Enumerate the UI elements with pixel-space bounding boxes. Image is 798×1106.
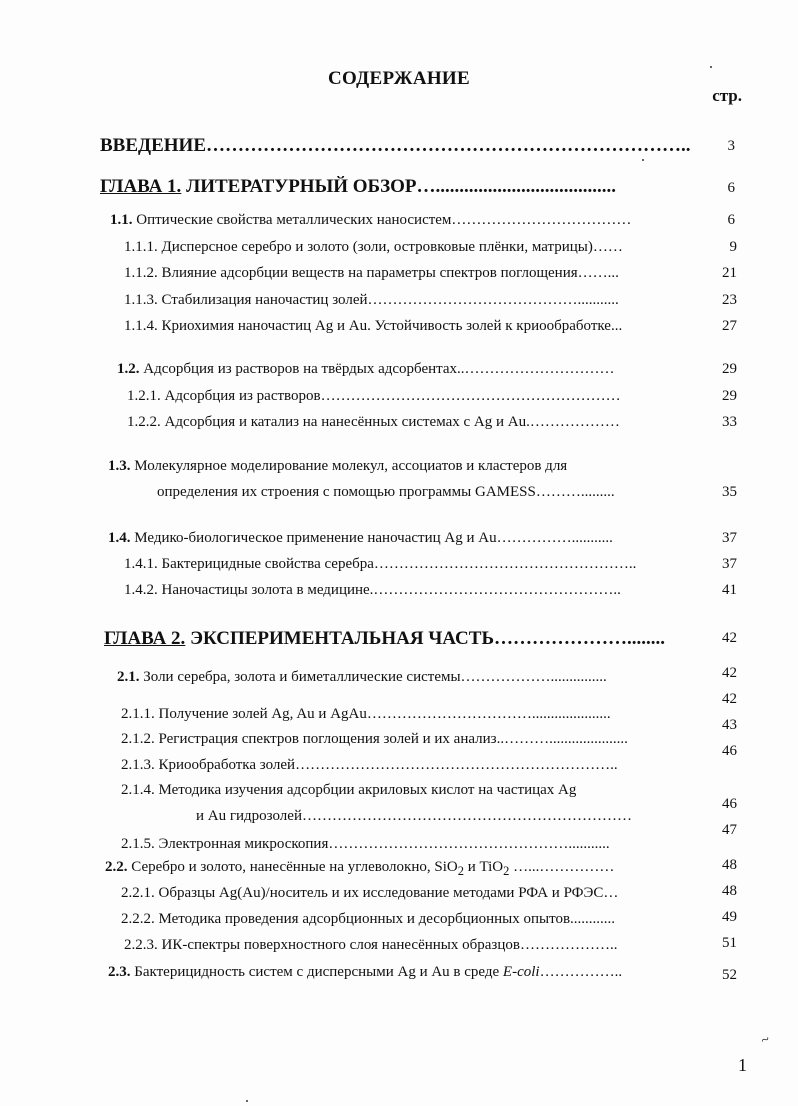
chapter-title: ЛИТЕРАТУРНЫЙ ОБЗОР…...................................... [181, 176, 617, 197]
toc-page: 49 [722, 909, 737, 925]
toc-page: 46 [722, 743, 737, 759]
toc-page: 46 [722, 796, 737, 812]
toc-text: 2.1.4. Методика изучения адсорбции акриловых кислот на частицах Ag [121, 782, 577, 798]
toc-page: 21 [722, 265, 737, 281]
toc-page: 35 [722, 484, 737, 500]
toc-text-continued: определения их строения с помощью программы GAMESS………......... [157, 484, 615, 500]
toc-page: 51 [722, 935, 737, 951]
section-title: Бактерицидность систем с дисперсными Ag и Au в среде [130, 964, 503, 980]
toc-page: 9 [729, 239, 737, 255]
toc-page: 52 [722, 967, 737, 983]
section-number: 1.2. [117, 361, 140, 377]
section-title-tail: …...…………… [509, 859, 615, 875]
toc-text: 2.2.2. Методика проведения адсорбционных и десорбционных опытов............ [121, 911, 616, 927]
toc-page: 33 [722, 414, 737, 430]
toc-page: 3 [727, 138, 735, 154]
toc-text: 1.1.4. Криохимия наночастиц Ag и Au. Устойчивость золей к криообработке... [124, 318, 623, 334]
toc-text: 1.4.1. Бактерицидные свойства серебра…………………………………………….. [124, 556, 637, 572]
section-title-italic: E-coli [502, 964, 540, 980]
toc-page: 6 [727, 180, 735, 196]
section-number: 1.1. [110, 212, 133, 228]
toc-page: 48 [722, 857, 737, 873]
toc-page: 29 [722, 361, 737, 377]
toc-page: 48 [722, 883, 737, 899]
toc-page: 42 [722, 691, 737, 707]
subscript: 2 [503, 864, 510, 878]
toc-text: 2.1.5. Электронная микроскопия…………………………………………........... [121, 836, 610, 852]
toc-text: 2.1.1. Получение золей Ag, Au и AgAu……………………………..................... [121, 706, 611, 722]
chapter-number: ГЛАВА 1. [100, 176, 182, 197]
section-title: Адсорбция из растворов на твёрдых адсорбентах..………………………… [139, 361, 615, 377]
section-number: 2.3. [108, 964, 131, 980]
toc-text: 1.4.2. Наночастицы золота в медицине.………………………………………….. [124, 582, 621, 598]
section-title-tail: …………….. [539, 964, 623, 980]
section-number: 2.1. [117, 669, 140, 685]
toc-page: 41 [722, 582, 737, 598]
toc-page: 37 [722, 530, 737, 546]
toc-text: 2.2.1. Образцы Ag(Au)/носитель и их исследование методами РФА и РФЭС… [121, 885, 619, 901]
section-title: Медико-биологическое применение наночастиц Ag и Au……………........... [130, 530, 613, 546]
page-number: 1 [738, 1055, 747, 1075]
toc-page: 47 [722, 822, 737, 838]
toc-text: 1.1.3. Стабилизация наночастиц золей……………………………………........... [124, 292, 619, 308]
toc-text: 2.1.3. Криообработка золей……………………………………………………….. [121, 757, 618, 773]
toc-text: 1.2.1. Адсорбция из растворов…………………………………………………… [127, 388, 621, 404]
toc-text-continued: и Au гидрозолей………………………………………………………… [196, 808, 632, 824]
toc-text: 2.2.3. ИК-спектры поверхностного слоя нанесённых образцов……………….. [124, 937, 618, 953]
toc-text: 1.1.1. Дисперсное серебро и золото (золи, островковые плёнки, матрицы)…… [124, 239, 623, 255]
scan-speck [246, 1100, 248, 1102]
toc-text: 1.2.2. Адсорбция и катализ на нанесённых системах с Ag и Au.……………… [127, 414, 620, 430]
toc-page: 6 [727, 212, 735, 228]
toc-page: 43 [722, 717, 737, 733]
section-title-mid: и TiO [463, 859, 504, 875]
section-title: Молекулярное моделирование молекул, ассоциатов и кластеров для [130, 458, 568, 474]
handwritten-mark: ~ [759, 1032, 772, 1049]
subscript: 2 [457, 864, 464, 878]
pages-column-label: стр. [712, 86, 742, 105]
toc-page: 27 [722, 318, 737, 334]
chapter-title: ЭКСПЕРИМЕНТАЛЬНАЯ ЧАСТЬ…………………........ [185, 628, 666, 649]
section-number: 2.2. [105, 859, 128, 875]
toc-page: 29 [722, 388, 737, 404]
toc-text: 1.1.2. Влияние адсорбции веществ на параметры спектров поглощения……... [124, 265, 619, 281]
toc-text: 2.1.2. Регистрация спектров поглощения золей и их анализ..………..................... [121, 731, 628, 747]
section-title: Золи серебра, золота и биметаллические системы………………............... [139, 669, 607, 685]
section-number: 1.3. [108, 458, 131, 474]
toc-page: 37 [722, 556, 737, 572]
scan-speck [642, 159, 644, 161]
page-title: СОДЕРЖАНИЕ [328, 68, 470, 89]
scan-speck [710, 66, 712, 68]
toc-page: 42 [722, 630, 737, 646]
chapter-number: ГЛАВА 2. [104, 628, 186, 649]
toc-text: ВВЕДЕНИЕ………………………………………………………………….. [100, 135, 691, 156]
section-number: 1.4. [108, 530, 131, 546]
toc-page: 42 [722, 665, 737, 681]
section-title: Серебро и золото, нанесённые на углеволокно, SiO [127, 859, 458, 875]
toc-page: 23 [722, 292, 737, 308]
section-title: Оптические свойства металлических наносистем……………………………… [132, 212, 632, 228]
